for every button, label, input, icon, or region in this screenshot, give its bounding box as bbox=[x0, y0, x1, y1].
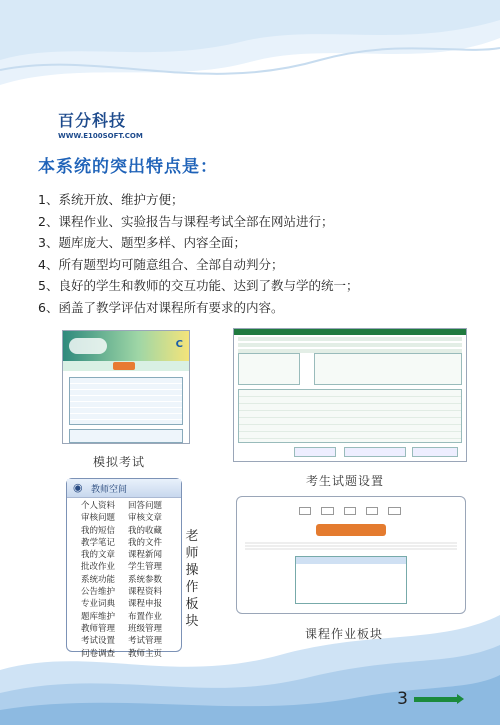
teacher-menu-item[interactable]: 审核文章 bbox=[128, 513, 163, 524]
teacher-menu-item[interactable]: 系统参数 bbox=[128, 574, 163, 585]
feature-list bbox=[38, 189, 488, 318]
teacher-menu-item[interactable]: 我的文件 bbox=[128, 537, 163, 548]
teacher-menu-item[interactable]: 学生管理 bbox=[128, 562, 163, 573]
homework-login-box bbox=[295, 556, 407, 604]
company-logo bbox=[58, 108, 143, 140]
teacher-menu-item[interactable]: 题库维护 bbox=[81, 611, 116, 622]
teacher-icon: ◉ bbox=[73, 481, 83, 494]
teacher-menu-item[interactable]: 系统功能 bbox=[81, 574, 116, 585]
teacher-menu-item[interactable]: 教师主页 bbox=[128, 648, 163, 659]
teacher-menu-item[interactable]: 班级管理 bbox=[128, 623, 163, 634]
teacher-menu-item[interactable]: 课程申报 bbox=[128, 599, 163, 610]
teacher-menu-item[interactable]: 审核问题 bbox=[81, 513, 116, 524]
teacher-space-panel bbox=[66, 478, 182, 659]
teacher-menu bbox=[67, 498, 181, 660]
feature-item: 5、良好的学生和教师的交互功能、达到了教与学的统一； bbox=[38, 278, 359, 293]
top-wave-decoration bbox=[0, 0, 500, 110]
feature-item: 3、题库庞大、题型多样、内容全面； bbox=[38, 235, 246, 250]
feature-item: 6、函盖了教学评估对课程所有要求的内容。 bbox=[38, 299, 284, 315]
mock-exam-caption: 模拟考试 bbox=[93, 455, 146, 469]
page-number-text: 3 bbox=[397, 689, 408, 709]
arrow-icon bbox=[414, 697, 458, 702]
teacher-menu-item[interactable]: 回答问题 bbox=[128, 501, 163, 511]
page-number bbox=[397, 689, 458, 709]
homework-caption: 课程作业板块 bbox=[305, 627, 384, 641]
teacher-menu-item[interactable]: 我的收藏 bbox=[128, 525, 163, 536]
exam-question-table bbox=[69, 377, 183, 425]
mock-exam-screenshot bbox=[62, 330, 190, 444]
exam-setting-caption: 考生试题设置 bbox=[306, 474, 385, 488]
features-heading: 本系统的突出特点是： bbox=[38, 157, 218, 177]
teacher-menu-item[interactable]: 我的文章 bbox=[81, 550, 116, 561]
teacher-menu-item[interactable]: 布置作业 bbox=[128, 611, 163, 622]
teacher-menu-item[interactable]: 教学笔记 bbox=[81, 537, 116, 548]
teacher-panel-title: 教师空间 bbox=[91, 485, 128, 495]
feature-item: 2、课程作业、实验报告与课程考试全部在网站进行； bbox=[38, 213, 334, 229]
exam-title-strip bbox=[63, 361, 189, 371]
teacher-menu-item[interactable]: 个人资料 bbox=[81, 501, 116, 511]
brand-name: 百分科技 bbox=[58, 111, 127, 130]
teacher-menu-item[interactable]: 问卷调查 bbox=[81, 648, 116, 659]
teacher-menu-item[interactable]: 专业词典 bbox=[81, 599, 116, 610]
feature-item: 4、所有题型均可随意组合、全部自动判分； bbox=[38, 256, 284, 272]
exam-setting-screenshot bbox=[233, 328, 467, 462]
teacher-menu-item[interactable]: 课程新闻 bbox=[128, 550, 163, 561]
teacher-menu-item[interactable]: 课程资料 bbox=[128, 587, 163, 598]
teacher-menu-item[interactable]: 考试管理 bbox=[128, 636, 163, 647]
exam-answer-table bbox=[69, 429, 183, 443]
exam-banner: C bbox=[63, 331, 189, 361]
teacher-panel-caption: 老师操作板块 bbox=[185, 529, 199, 629]
brand-url: WWW.E100SOFT.COM bbox=[58, 132, 143, 140]
teacher-menu-item[interactable]: 公告维护 bbox=[81, 587, 116, 598]
teacher-menu-item[interactable]: 批改作业 bbox=[81, 562, 116, 573]
teacher-menu-item[interactable]: 考试设置 bbox=[81, 636, 116, 647]
teacher-menu-item[interactable]: 教师管理 bbox=[81, 623, 116, 634]
homework-screenshot bbox=[236, 496, 466, 614]
teacher-menu-item[interactable]: 我的短信 bbox=[81, 525, 116, 536]
feature-item: 1、系统开放、维护方便； bbox=[38, 192, 184, 207]
